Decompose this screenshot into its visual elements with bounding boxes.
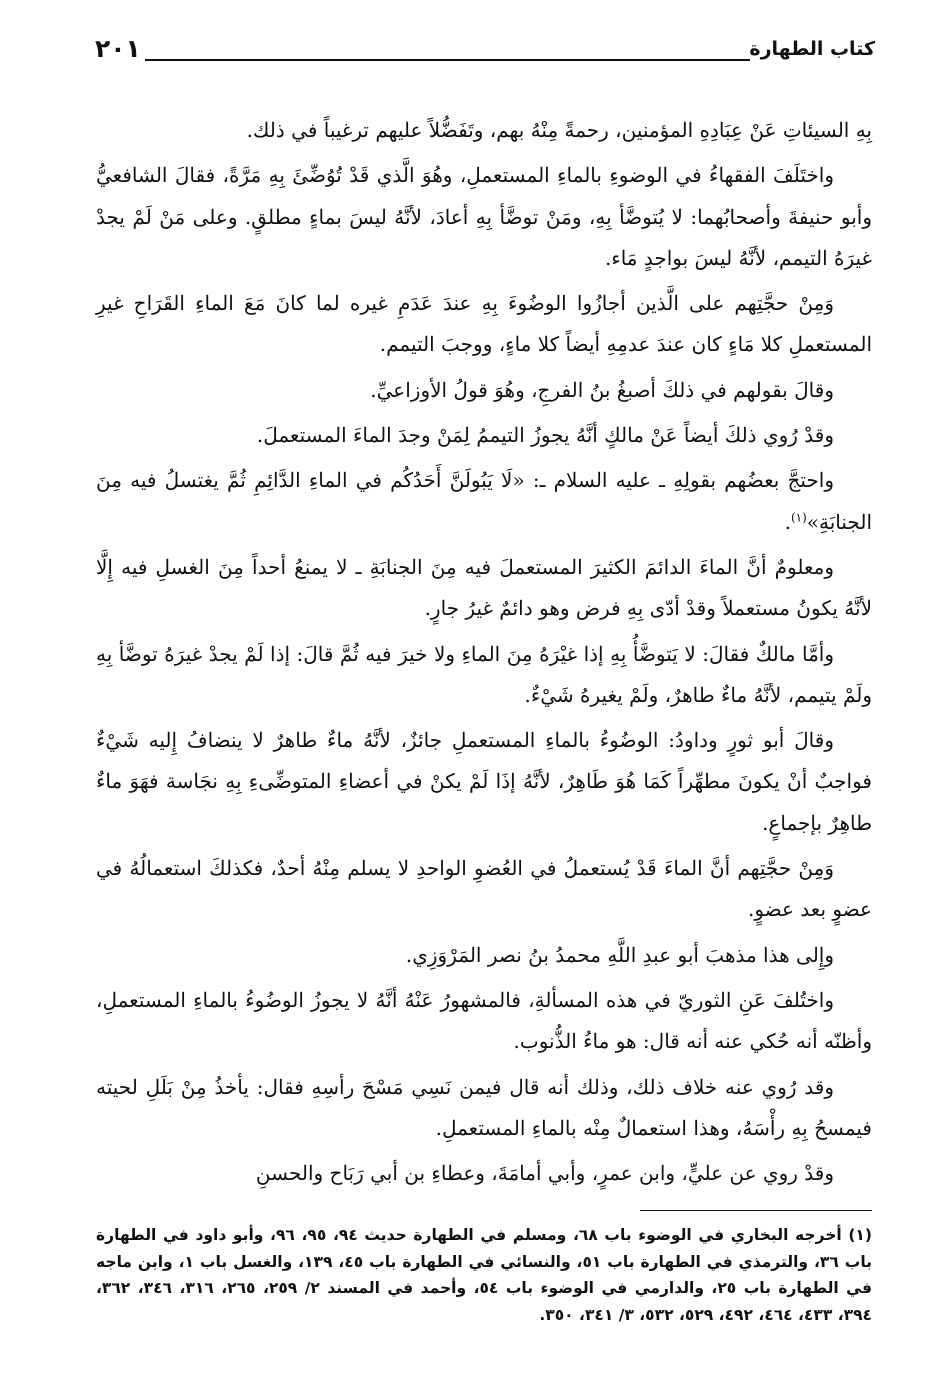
running-title: كتاب الطهارة xyxy=(749,38,875,60)
paragraph: وقالَ بقولهم في ذلكَ أصبغُ بنُ الفرجِ، وهُوَ قولُ الأوزاعيِّ. xyxy=(370,377,834,402)
main-text xyxy=(96,110,872,1194)
footnote-reference[interactable]: (١) xyxy=(790,510,807,525)
page-header xyxy=(95,34,875,74)
paragraph: وإِلى هذا مذهبَ أبو عبدِ اللَّهِ محمدُ بنُ نصر المَرْوَزِي. xyxy=(405,942,834,967)
paragraph: وقدْ رُوي ذلكَ أيضاً عَنْ مالكٍ أنَّهُ يجوزُ التيممُ لِمَنْ وجدَ الماءَ المستعملَ. xyxy=(256,423,834,448)
paragraph: وقالَ أبو ثورٍ وداودُ: الوضُوءُ بالماءِ المستعملِ جائزٌ، لأنَّهُ ماءٌ طاهرٌ لا ينضافُ إِليه شَيْءٌ فواجبٌ أنْ يكونَ مطهِّراً كَمَا هُوَ طَاهِرٌ، لأنَّهُ إذَا لَمْ يكنْ في أعضاءِ المتوضِّىءِ بِهِ نجَاسة فهَوَ ماءٌ طاهِرٌ بإجماعٍ. xyxy=(96,728,872,835)
paragraph-text: واحتجَّ بعضُهم بقولِهِ ـ عليه السلام ـ: «لَا يَبُولَنَّ أَحَدُكُم في الماءِ الدَّائِمِ ثُمَّ يغتسلُ فيه مِنَ الجنابَةِ» xyxy=(96,468,872,534)
footnotes xyxy=(96,1222,872,1328)
paragraph: وقدْ روي عن عليٍّ، وابن عمرٍ، وأبي أمامَةَ، وعطاءِ بن أبي رَبَاح والحسنِ xyxy=(255,1161,834,1186)
paragraph: وأمَّا مالكٌ فقالَ: لا يَتوضَّأُ بِهِ إذا غيْرَهُ مِنَ الماءِ ولا خيرَ فيه ثُمَّ قالَ: إذا لَمْ يجدْ غيرَهُ توضَّأ بِهِ ولَمْ يتيمم، لأنَّهُ ماءٌ طاهرٌ، ولَمْ يغيرهُ شَيْءٌ. xyxy=(96,641,872,707)
paragraph-with-footnote: واحتجَّ بعضُهم بقولِهِ ـ عليه السلام ـ: «لَا يَبُولَنَّ أَحَدُكُم في الماءِ الدَّائِمِ ثُمَّ يغتسلُ فيه مِنَ الجنابَةِ»$^{(١)}$. xyxy=(96,468,872,534)
page-number: ٢٠١ xyxy=(95,34,141,63)
footnote-separator xyxy=(640,1210,872,1211)
footnote: (١) أخرجه البخاري في الوضوء باب ٦٨، ومسلم في الطهارة حديث ٩٤، ٩٥، ٩٦، وأبو داود في الطهارة باب ٣٦، والترمذي في الطهارة باب ٥١، والنسائي في الطهارة باب ٤٥، ١٣٩، والغسل باب ١، وابن ماجه في الطهارة باب ٢٥، والدارمي في الوضوء باب ٥٤، وأحمد في المسند ٢/ ٢٥٩، ٢٦٥، ٣١٦، ٣٤٦، ٣٦٢، ٣٩٤، ٤٣٣، ٤٦٤، ٤٩٢، ٥٢٩، ٥٣٢، ٣/ ٣٤١، ٣٥٠. xyxy=(96,1226,873,1324)
paragraph: واختُلفَ عَنِ الثوريّ في هذه المسألةِ، فالمشهورُ عَنْهُ أنَّهُ لا يجوزُ الوضُوءُ بالماءِ المستعملِ، وأظنّه أنه حُكي عنه أنه قال: هو ماءُ الذُّنوب. xyxy=(96,987,872,1054)
header-rule xyxy=(145,59,750,61)
paragraph: بِهِ السيئاتِ عَنْ عِبَادِهِ المؤمنين، رحمةً مِنْهُ بهم، وتَفَضُّلاً عليهم ترغيباً في ذلك. xyxy=(246,118,872,142)
paragraph: ومعلومٌ أنَّ الماءَ الدائمَ الكثيرَ المستعملَ فيه مِنَ الجنابَةِ ـ لا يمنعُ أحداً مِنَ الغسلِ فيه إِلَّا لأنَّهُ يكونُ مستعملاً وقدْ أدّى بِهِ فرض وهو دائمٌ غيرُ جارٍ. xyxy=(96,554,872,621)
paragraph: واختَلَفَ الفقهاءُ في الوضوءِ بالماءِ المستعملِ، وهُوَ الَّذي قَدْ تُوُضِّئَ بِهِ مَرَّةً، فقالَ الشافعيُّ وأبو حنيفةَ وأصحابُهما: لا يُتوضَّأ بِهِ، ومَنْ توضَّأ بِهِ أعادَ، لأنَّهُ ليسَ بماءٍ مطلقٍ. وعلى مَنْ لَمْ يجدْ غيرَهُ التيمم، لأنَّهُ ليسَ بواجدٍ مَاء. xyxy=(96,163,873,270)
paragraph: وقد رُوي عنه خلاف ذلك، وذلك أنه قال فيمن نَسِي مَسْحَ رأسِهِ فقال: يأخذُ مِنْ بَلَلِ لحيته فيمسحُ بِهِ رأْسَهُ، وهذا استعمالٌ مِنْه بالماءِ المستعملِ. xyxy=(96,1074,872,1140)
paragraph: وَمِنْ حجَّتِهم على الَّذين أجازُوا الوضُوءَ بِهِ عندَ عَدَمِ غيره لما كانَ مَعَ الماءِ القَرَاحِ غيرِ المستعملِ كلا مَاءٍ كان عندَ عدمِهِ أيضاً كلا ماءٍ، ووجبَ التيمم. xyxy=(96,291,872,357)
paragraph: وَمِنْ حجَّتِهم أنَّ الماءَ قَدْ يُستعملُ في العُضوِ الواحدِ لا يسلم مِنْهُ أحدٌ، فكذلكَ استعمالُهُ في عضوٍ بعد عضوٍ. xyxy=(96,856,872,922)
